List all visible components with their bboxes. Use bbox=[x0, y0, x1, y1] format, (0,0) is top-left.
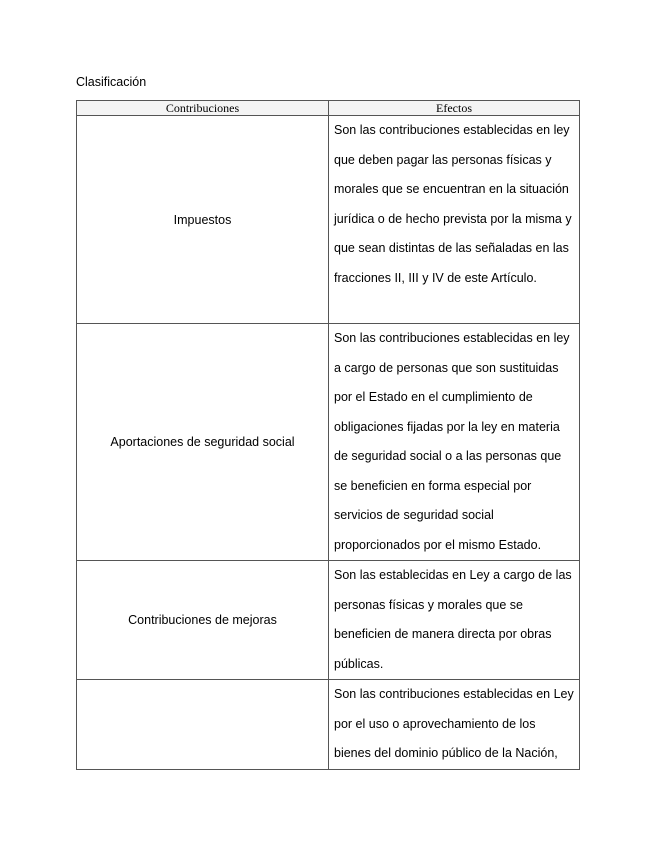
table-header-row bbox=[77, 101, 580, 116]
row-effect: Son las contribuciones establecidas en ley que deben pagar las personas físicas y morales que se encuentran en la situación jurídica o de hecho prevista por la misma y que sean distintas de las señaladas en las fracciones II, III y IV de este Artículo. bbox=[329, 116, 580, 324]
row-effect: Son las contribuciones establecidas en Ley por el uso o aprovechamiento de los bienes del dominio público de la Nación, bbox=[329, 680, 580, 770]
row-category: Aportaciones de seguridad social bbox=[77, 324, 329, 561]
section-heading: Clasificación bbox=[76, 75, 147, 89]
header-contribuciones: Contribuciones bbox=[77, 101, 329, 116]
row-category: Impuestos bbox=[77, 116, 329, 324]
row-category: Contribuciones de mejoras bbox=[77, 561, 329, 680]
row-effect: Son las contribuciones establecidas en ley a cargo de personas que son sustituidas por el Estado en el cumplimiento de obligaciones fijadas por la ley en materia de seguridad social o a las personas que se beneficien en forma especial por servicios de seguridad social proporcionados por el mismo Estado. bbox=[329, 324, 580, 561]
header-efectos: Efectos bbox=[329, 101, 580, 116]
row-category bbox=[77, 680, 329, 770]
row-effect: Son las establecidas en Ley a cargo de las personas físicas y morales que se beneficien de manera directa por obras públicas. bbox=[329, 561, 580, 680]
table-row bbox=[77, 680, 580, 770]
classification-table bbox=[76, 100, 580, 770]
table-row bbox=[77, 116, 580, 324]
table-row bbox=[77, 561, 580, 680]
table-row bbox=[77, 324, 580, 561]
